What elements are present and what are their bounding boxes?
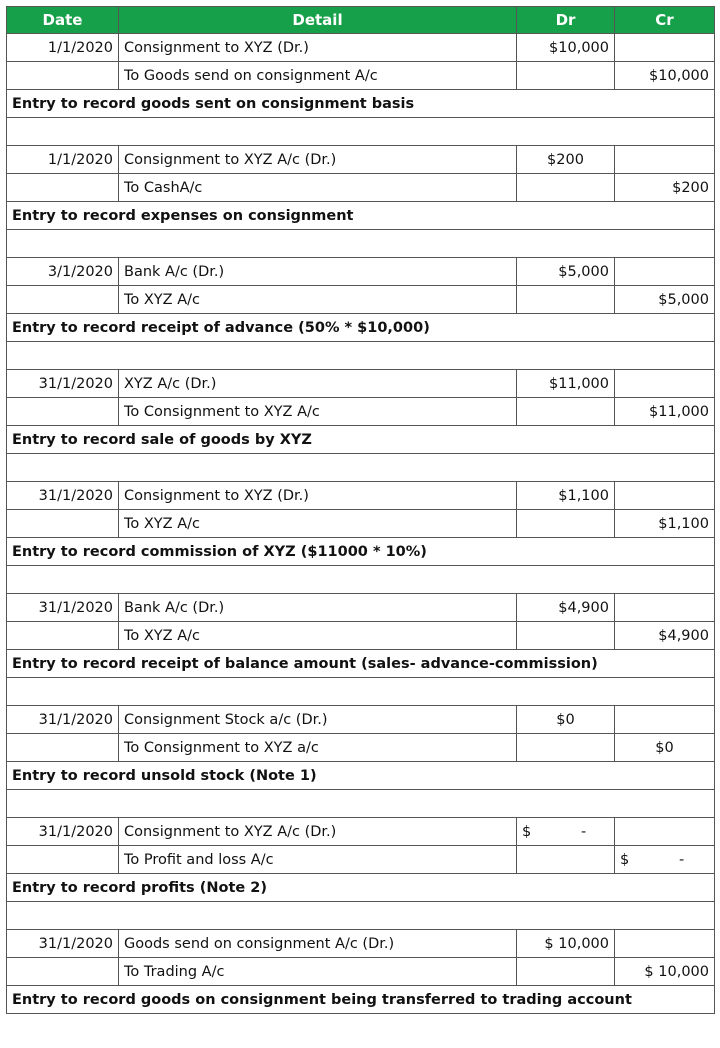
debit-row [7,594,715,622]
debit-row [7,146,715,174]
cr-amount: $11,000 [615,398,715,426]
cr-empty-cell [615,930,715,958]
dr-empty-cell [517,958,615,986]
narration-row [7,986,715,1014]
cr-empty-cell [615,482,715,510]
narration: Entry to record profits (Note 2) [7,874,715,902]
debit-row [7,930,715,958]
dr-amount: $1,100 [517,482,615,510]
date-empty-cell [7,622,119,650]
narration: Entry to record goods on consignment being transferred to trading account [7,986,715,1014]
blank-cell [7,454,715,482]
credit-account: To Profit and loss A/c [119,846,517,874]
dr-amount: $10,000 [517,34,615,62]
date-empty-cell [7,286,119,314]
date-empty-cell [7,510,119,538]
entry-date: 1/1/2020 [7,146,119,174]
dr-empty-cell [517,510,615,538]
credit-row [7,622,715,650]
entry-date: 3/1/2020 [7,258,119,286]
credit-account: To Goods send on consignment A/c [119,62,517,90]
entry-date: 31/1/2020 [7,594,119,622]
blank-cell [7,678,715,706]
currency-symbol: $ [522,823,532,840]
debit-account: Bank A/c (Dr.) [119,258,517,286]
debit-account: Consignment Stock a/c (Dr.) [119,706,517,734]
credit-row [7,174,715,202]
narration-row [7,426,715,454]
date-empty-cell [7,846,119,874]
dr-empty-cell [517,398,615,426]
column-header-detail: Detail [119,7,517,34]
debit-account: Consignment to XYZ (Dr.) [119,482,517,510]
narration: Entry to record unsold stock (Note 1) [7,762,715,790]
dr-empty-cell [517,846,615,874]
debit-row [7,706,715,734]
date-empty-cell [7,174,119,202]
date-empty-cell [7,734,119,762]
narration-row [7,202,715,230]
entry-date: 31/1/2020 [7,930,119,958]
narration-row [7,650,715,678]
column-header-dr: Dr [517,7,615,34]
column-header-cr: Cr [615,7,715,34]
journal-entries-table [6,6,715,1014]
dr-amount: $0 [517,706,615,734]
dr-amount: $ 10,000 [517,930,615,958]
narration: Entry to record receipt of balance amount (sales- advance-commission) [7,650,715,678]
blank-cell [7,230,715,258]
dr-amount: $200 [517,146,615,174]
credit-account: To XYZ A/c [119,622,517,650]
dr-empty-cell [517,622,615,650]
entry-date: 31/1/2020 [7,818,119,846]
cr-amount: $5,000 [615,286,715,314]
narration: Entry to record sale of goods by XYZ [7,426,715,454]
narration: Entry to record goods sent on consignment basis [7,90,715,118]
cr-empty-cell [615,34,715,62]
cr-amount: $10,000 [615,62,715,90]
cr-empty-cell [615,594,715,622]
separator-row [7,454,715,482]
dr-amount: $5,000 [517,258,615,286]
credit-row [7,62,715,90]
separator-row [7,790,715,818]
entry-date: 31/1/2020 [7,370,119,398]
journal-body [7,34,715,1014]
credit-row [7,958,715,986]
blank-cell [7,566,715,594]
credit-account: To Consignment to XYZ A/c [119,398,517,426]
blank-cell [7,902,715,930]
narration: Entry to record expenses on consignment [7,202,715,230]
credit-row [7,846,715,874]
cr-empty-cell [615,146,715,174]
credit-account: To XYZ A/c [119,510,517,538]
separator-row [7,342,715,370]
credit-row [7,734,715,762]
separator-row [7,902,715,930]
cr-empty-cell [615,258,715,286]
cr-amount: $1,100 [615,510,715,538]
debit-row [7,370,715,398]
debit-account: Goods send on consignment A/c (Dr.) [119,930,517,958]
dr-amount: $11,000 [517,370,615,398]
dash-value: - [581,823,587,840]
debit-row [7,818,715,846]
cr-amount: $0 [615,734,715,762]
separator-row [7,230,715,258]
dr-amount: $4,900 [517,594,615,622]
credit-row [7,286,715,314]
credit-account: To XYZ A/c [119,286,517,314]
cr-amount: $ 10,000 [615,958,715,986]
debit-account: Consignment to XYZ A/c (Dr.) [119,818,517,846]
dr-amount [517,818,615,846]
entry-date: 1/1/2020 [7,34,119,62]
entry-date: 31/1/2020 [7,706,119,734]
dr-empty-cell [517,62,615,90]
debit-row [7,34,715,62]
credit-row [7,510,715,538]
cr-amount: $4,900 [615,622,715,650]
narration-row [7,874,715,902]
separator-row [7,678,715,706]
debit-account: Consignment to XYZ A/c (Dr.) [119,146,517,174]
header-row [7,7,715,34]
column-header-date: Date [7,7,119,34]
dr-empty-cell [517,174,615,202]
debit-row [7,482,715,510]
credit-account: To Trading A/c [119,958,517,986]
narration-row [7,90,715,118]
cr-amount [615,846,715,874]
cr-amount: $200 [615,174,715,202]
debit-account: XYZ A/c (Dr.) [119,370,517,398]
debit-row [7,258,715,286]
date-empty-cell [7,62,119,90]
dr-empty-cell [517,734,615,762]
credit-row [7,398,715,426]
separator-row [7,118,715,146]
credit-account: To CashA/c [119,174,517,202]
narration-row [7,762,715,790]
currency-symbol: $ [620,851,630,868]
narration-row [7,314,715,342]
dash-value: - [679,851,685,868]
blank-cell [7,790,715,818]
cr-empty-cell [615,818,715,846]
entry-date: 31/1/2020 [7,482,119,510]
credit-account: To Consignment to XYZ a/c [119,734,517,762]
separator-row [7,566,715,594]
date-empty-cell [7,398,119,426]
debit-account: Consignment to XYZ (Dr.) [119,34,517,62]
debit-account: Bank A/c (Dr.) [119,594,517,622]
blank-cell [7,118,715,146]
blank-cell [7,342,715,370]
dr-empty-cell [517,286,615,314]
narration: Entry to record receipt of advance (50% * $10,000) [7,314,715,342]
cr-empty-cell [615,706,715,734]
date-empty-cell [7,958,119,986]
narration-row [7,538,715,566]
cr-empty-cell [615,370,715,398]
narration: Entry to record commission of XYZ ($11000 * 10%) [7,538,715,566]
